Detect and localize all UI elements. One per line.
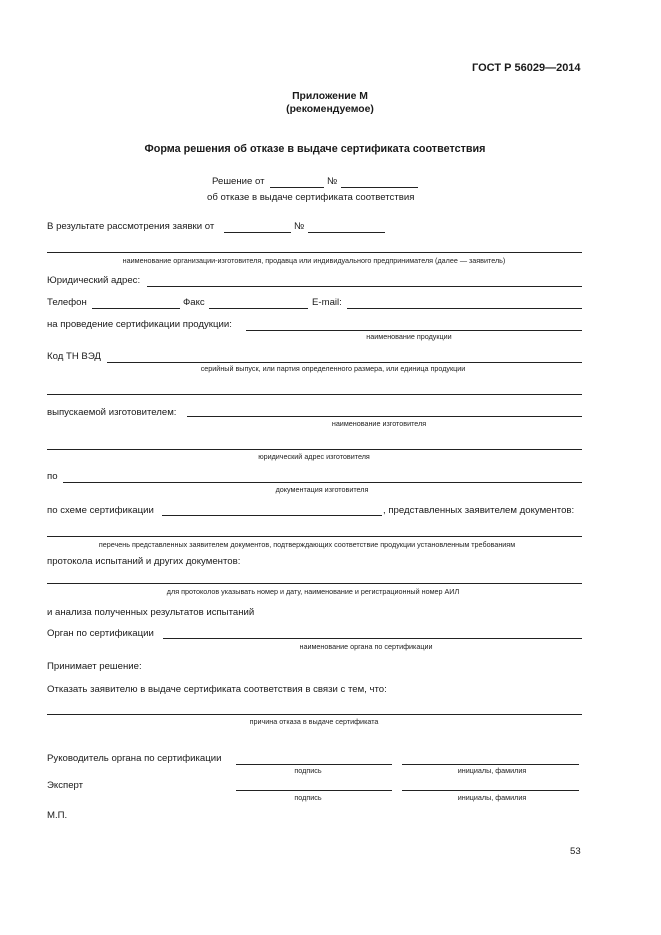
certification-line [246,330,582,331]
email-label: E-mail: [312,297,342,308]
head-signature-line [236,764,392,765]
caption-head-initials: инициалы, фамилия [457,766,527,775]
fax-label: Факс [183,297,205,308]
protocols-line [47,583,582,584]
caption-expert-initials: инициалы, фамилия [457,793,527,802]
decision-number-label: № [327,176,338,187]
by-line [63,482,582,483]
series-extra-line [47,394,582,395]
decision-number-line [341,187,418,188]
scheme-label: по схеме сертификации [47,505,154,516]
phone-line [92,308,180,309]
protocols-label: протокола испытаний и других документов: [47,556,241,567]
decides-label: Принимает решение: [47,661,142,672]
caption-legal-address: юридический адрес изготовителя [258,452,370,461]
review-number-line [308,232,385,233]
fax-line [209,308,308,309]
page-number: 53 [570,846,581,857]
appendix-title: Приложение М [292,91,368,102]
refuse-label: Отказать заявителю в выдаче сертификата соответствия в связи с тем, что: [47,684,387,695]
caption-manufacturer-name: наименование изготовителя [331,419,427,428]
review-date-line [224,232,291,233]
cert-body-label: Орган по сертификации [47,628,154,639]
caption-head-signature: подпись [294,766,322,775]
applicant-line [47,252,582,253]
reason-line [47,714,582,715]
decision-subtitle: об отказе в выдаче сертификата соответствия [207,192,415,203]
caption-documents: перечень представленных заявителем документов, подтверждающих соответствие продукции установленным требованиям [98,540,516,549]
head-label: Руководитель органа по сертификации [47,753,222,764]
phone-label: Телефон [47,297,87,308]
legal-address-manufacturer-line [47,449,582,450]
stamp-label: М.П. [47,810,68,821]
documents-line [47,536,582,537]
tn-ved-line [107,362,582,363]
review-number-label: № [294,221,305,232]
analysis-label: и анализа полученных результатов испытаний [47,607,255,618]
expert-initials-line [402,790,579,791]
form-title: Форма решения об отказе в выдаче сертификата соответствия [144,143,486,155]
scheme-line [162,515,382,516]
cert-body-line [163,638,582,639]
caption-applicant: наименование организации-изготовителя, продавца или индивидуального предпринимателя (далее — заявитель) [122,256,506,265]
decision-from-label: Решение от [212,176,265,187]
caption-expert-signature: подпись [294,793,322,802]
produced-by-line [187,416,582,417]
produced-by-label: выпускаемой изготовителем: [47,407,177,418]
by-label: по [47,471,58,482]
legal-address-line [147,286,582,287]
certification-label: на проведение сертификации продукции: [47,319,232,330]
review-label: В результате рассмотрения заявки от [47,221,215,232]
caption-reason: причина отказа в выдаче сертификата [249,717,379,726]
caption-product-name: наименование продукции [366,332,452,341]
email-line [347,308,582,309]
submitted-docs-label: , представленных заявителем документов: [383,505,575,516]
caption-manufacturer-doc: документация изготовителя [275,485,369,494]
legal-address-label: Юридический адрес: [47,275,141,286]
caption-body-name: наименование органа по сертификации [299,642,433,651]
caption-protocols: для протоколов указывать номер и дату, наименование и регистрационный номер АИЛ [166,587,460,596]
tn-ved-label: Код ТН ВЭД [47,351,101,362]
expert-signature-line [236,790,392,791]
expert-label: Эксперт [47,780,84,791]
caption-series: серийный выпуск, или партия определенного размера, или единица продукции [200,364,466,373]
head-initials-line [402,764,579,765]
decision-date-line [270,187,324,188]
appendix-subtitle: (рекомендуемое) [286,104,374,115]
standard-header: ГОСТ Р 56029—2014 [472,62,581,74]
